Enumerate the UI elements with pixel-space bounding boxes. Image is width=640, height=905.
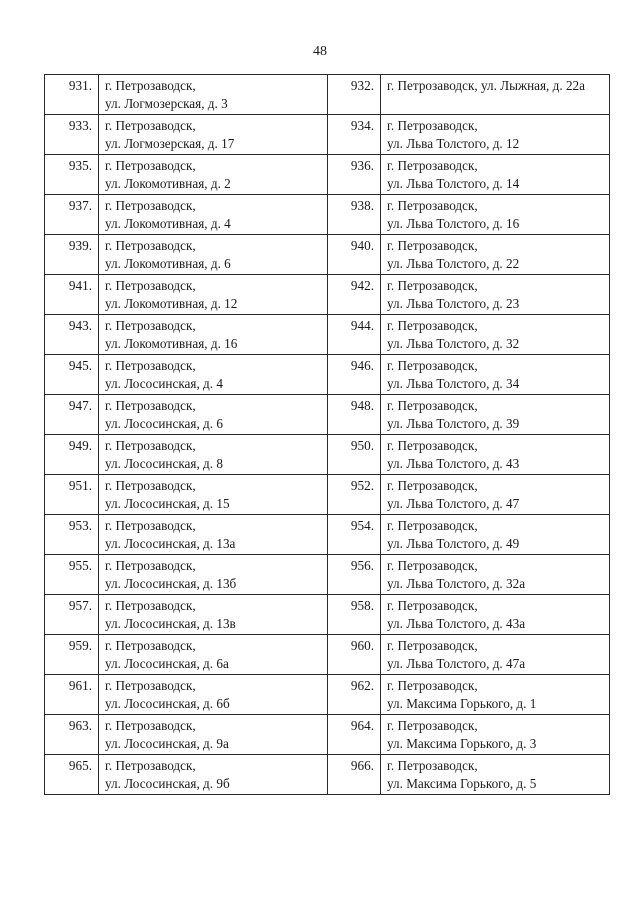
address-street-line: ул. Лососинская, д. 6 (105, 416, 223, 431)
address-city-line: г. Петрозаводск, (105, 238, 196, 253)
entry-number: 961. (45, 675, 99, 715)
address-street-line: ул. Льва Толстого, д. 47 (387, 496, 520, 511)
entry-number: 954. (328, 515, 381, 555)
address-street-line: ул. Лососинская, д. 9б (105, 776, 230, 791)
address-street-line: ул. Льва Толстого, д. 32а (387, 576, 526, 591)
entry-address (99, 315, 328, 355)
address-city-line: г. Петрозаводск, (387, 558, 478, 573)
entry-number: 966. (328, 755, 381, 795)
entry-number: 943. (45, 315, 99, 355)
table-row (45, 395, 610, 435)
page-number: 48 (313, 44, 327, 59)
entry-address (381, 475, 610, 515)
entry-number: 933. (45, 115, 99, 155)
entry-address (381, 275, 610, 315)
address-city-line: г. Петрозаводск, (387, 478, 478, 493)
entry-number: 951. (45, 475, 99, 515)
address-city-line: г. Петрозаводск, (105, 278, 196, 293)
entry-number: 945. (45, 355, 99, 395)
entry-number: 956. (328, 555, 381, 595)
entry-number: 958. (328, 595, 381, 635)
entry-number: 939. (45, 235, 99, 275)
address-city-line: г. Петрозаводск, (105, 678, 196, 693)
address-city-line: г. Петрозаводск, (387, 598, 478, 613)
table-row (45, 315, 610, 355)
entry-address (381, 235, 610, 275)
entry-number: 946. (328, 355, 381, 395)
address-city-line: г. Петрозаводск, (387, 158, 478, 173)
address-city-line: г. Петрозаводск, (105, 318, 196, 333)
table-row (45, 755, 610, 795)
entry-number: 963. (45, 715, 99, 755)
address-city-line: г. Петрозаводск, (105, 478, 196, 493)
address-street-line: ул. Локомотивная, д. 12 (105, 296, 238, 311)
entry-number: 959. (45, 635, 99, 675)
address-street-line: ул. Лососинская, д. 13б (105, 576, 237, 591)
address-street-line: ул. Льва Толстого, д. 32 (387, 336, 520, 351)
address-street-line: ул. Логмозерская, д. 17 (105, 136, 235, 151)
address-street-line: ул. Максима Горького, д. 5 (387, 776, 537, 791)
address-city-line: г. Петрозаводск, (387, 638, 478, 653)
table-row (45, 235, 610, 275)
entry-number: 931. (45, 75, 99, 115)
entry-address (99, 155, 328, 195)
address-city-line: г. Петрозаводск, (105, 598, 196, 613)
entry-number: 947. (45, 395, 99, 435)
address-street-line: ул. Льва Толстого, д. 12 (387, 136, 520, 151)
table-row (45, 595, 610, 635)
entry-number: 940. (328, 235, 381, 275)
entry-address (381, 355, 610, 395)
table-row (45, 715, 610, 755)
address-city-line: г. Петрозаводск, (387, 318, 478, 333)
address-city-line: г. Петрозаводск, (105, 518, 196, 533)
address-street-line: ул. Локомотивная, д. 2 (105, 176, 231, 191)
address-street-line: ул. Лососинская, д. 9а (105, 736, 229, 751)
address-street-line: ул. Максима Горького, д. 1 (387, 696, 537, 711)
entry-address (381, 515, 610, 555)
entry-number: 935. (45, 155, 99, 195)
address-street-line: ул. Локомотивная, д. 6 (105, 256, 231, 271)
address-street-line: ул. Лососинская, д. 6б (105, 696, 230, 711)
table-row (45, 355, 610, 395)
address-street-line: ул. Лососинская, д. 13а (105, 536, 236, 551)
entry-number: 948. (328, 395, 381, 435)
address-street-line: ул. Локомотивная, д. 4 (105, 216, 231, 231)
entry-number: 949. (45, 435, 99, 475)
address-city-line: г. Петрозаводск, (387, 278, 478, 293)
table-row (45, 195, 610, 235)
entry-address (99, 595, 328, 635)
entry-address (381, 395, 610, 435)
entry-address (99, 475, 328, 515)
entry-address (381, 435, 610, 475)
address-city-line: г. Петрозаводск, (387, 398, 478, 413)
address-table (44, 74, 610, 795)
entry-address (99, 395, 328, 435)
entry-number: 960. (328, 635, 381, 675)
address-city-line: г. Петрозаводск, (387, 118, 478, 133)
address-city-line: г. Петрозаводск, (105, 78, 196, 93)
address-city-line: г. Петрозаводск, ул. Лыжная, д. 22а (387, 78, 585, 93)
address-city-line: г. Петрозаводск, (387, 518, 478, 533)
address-street-line: ул. Максима Горького, д. 3 (387, 736, 537, 751)
address-city-line: г. Петрозаводск, (387, 198, 478, 213)
address-city-line: г. Петрозаводск, (387, 438, 478, 453)
entry-address (99, 555, 328, 595)
address-street-line: ул. Льва Толстого, д. 43 (387, 456, 520, 471)
entry-address (99, 515, 328, 555)
entry-address (99, 115, 328, 155)
entry-address (381, 315, 610, 355)
entry-address (99, 675, 328, 715)
address-city-line: г. Петрозаводск, (105, 718, 196, 733)
table-row (45, 75, 610, 115)
address-street-line: ул. Лососинская, д. 8 (105, 456, 223, 471)
address-street-line: ул. Льва Толстого, д. 34 (387, 376, 520, 391)
entry-address (99, 435, 328, 475)
table-row (45, 555, 610, 595)
address-city-line: г. Петрозаводск, (105, 398, 196, 413)
address-city-line: г. Петрозаводск, (105, 158, 196, 173)
address-city-line: г. Петрозаводск, (105, 758, 196, 773)
entry-address (381, 555, 610, 595)
entry-number: 942. (328, 275, 381, 315)
entry-number: 934. (328, 115, 381, 155)
entry-number: 965. (45, 755, 99, 795)
entry-address (381, 755, 610, 795)
entry-address (381, 155, 610, 195)
address-street-line: ул. Льва Толстого, д. 47а (387, 656, 526, 671)
address-street-line: ул. Льва Толстого, д. 49 (387, 536, 520, 551)
table-row (45, 435, 610, 475)
address-city-line: г. Петрозаводск, (105, 558, 196, 573)
table-row (45, 675, 610, 715)
table-row (45, 275, 610, 315)
table-row (45, 115, 610, 155)
address-city-line: г. Петрозаводск, (387, 758, 478, 773)
entry-number: 938. (328, 195, 381, 235)
address-city-line: г. Петрозаводск, (105, 118, 196, 133)
address-city-line: г. Петрозаводск, (387, 358, 478, 373)
table-row (45, 155, 610, 195)
entry-address (99, 355, 328, 395)
address-street-line: ул. Лососинская, д. 15 (105, 496, 230, 511)
entry-address (381, 715, 610, 755)
address-street-line: ул. Лососинская, д. 6а (105, 656, 229, 671)
table-row (45, 515, 610, 555)
entry-number: 932. (328, 75, 381, 115)
entry-number: 952. (328, 475, 381, 515)
address-street-line: ул. Лососинская, д. 13в (105, 616, 236, 631)
table-row (45, 635, 610, 675)
entry-address (381, 635, 610, 675)
entry-number: 950. (328, 435, 381, 475)
address-table-body (45, 75, 610, 795)
address-street-line: ул. Локомотивная, д. 16 (105, 336, 238, 351)
entry-address (381, 115, 610, 155)
address-street-line: ул. Льва Толстого, д. 14 (387, 176, 520, 191)
address-street-line: ул. Льва Толстого, д. 22 (387, 256, 520, 271)
entry-address (99, 235, 328, 275)
table-row (45, 475, 610, 515)
address-street-line: ул. Логмозерская, д. 3 (105, 96, 228, 111)
address-street-line: ул. Льва Толстого, д. 23 (387, 296, 520, 311)
entry-number: 936. (328, 155, 381, 195)
entry-number: 953. (45, 515, 99, 555)
address-city-line: г. Петрозаводск, (387, 718, 478, 733)
entry-address (99, 715, 328, 755)
entry-address (381, 595, 610, 635)
entry-address (381, 195, 610, 235)
entry-number: 937. (45, 195, 99, 235)
entry-address (381, 75, 610, 115)
address-city-line: г. Петрозаводск, (105, 198, 196, 213)
entry-number: 941. (45, 275, 99, 315)
address-city-line: г. Петрозаводск, (387, 238, 478, 253)
address-street-line: ул. Льва Толстого, д. 16 (387, 216, 520, 231)
entry-number: 957. (45, 595, 99, 635)
entry-number: 944. (328, 315, 381, 355)
address-street-line: ул. Льва Толстого, д. 39 (387, 416, 520, 431)
address-city-line: г. Петрозаводск, (387, 678, 478, 693)
entry-address (99, 275, 328, 315)
entry-address (99, 755, 328, 795)
entry-number: 964. (328, 715, 381, 755)
entry-number: 962. (328, 675, 381, 715)
entry-address (99, 635, 328, 675)
address-street-line: ул. Льва Толстого, д. 43а (387, 616, 526, 631)
address-city-line: г. Петрозаводск, (105, 358, 196, 373)
address-city-line: г. Петрозаводск, (105, 638, 196, 653)
entry-address (381, 675, 610, 715)
address-city-line: г. Петрозаводск, (105, 438, 196, 453)
address-street-line: ул. Лососинская, д. 4 (105, 376, 223, 391)
entry-number: 955. (45, 555, 99, 595)
entry-address (99, 75, 328, 115)
entry-address (99, 195, 328, 235)
